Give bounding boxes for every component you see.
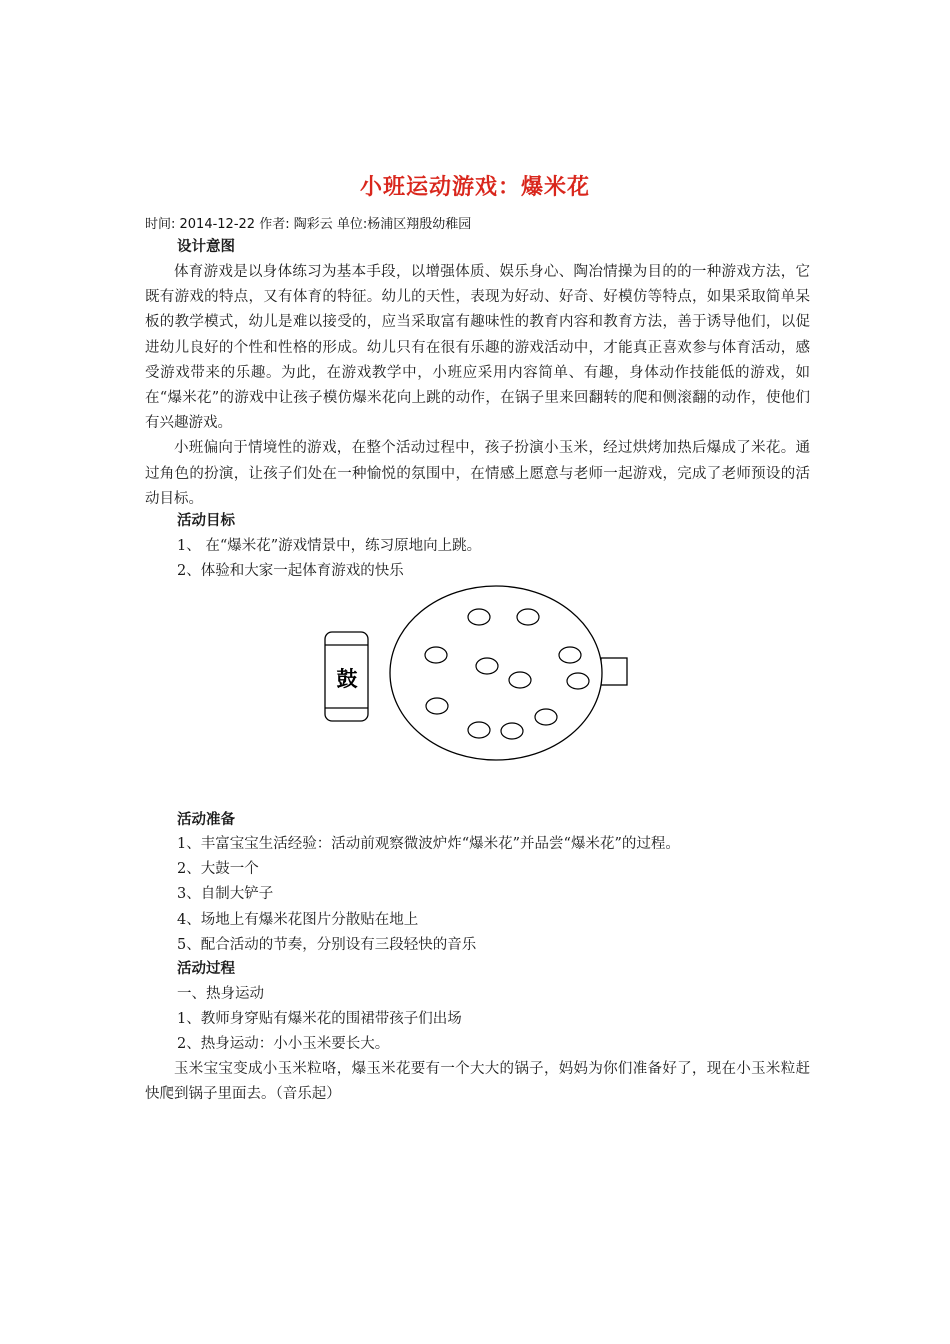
process-item-1: 一、热身运动 — [177, 986, 264, 1002]
corn-kernel — [468, 722, 490, 738]
prep-item-2: 2、大鼓一个 — [177, 861, 259, 878]
design-paragraph-1: 体育游戏是以身体练习为基本手段，以增强体质、娱乐身心、陶冶情操为目的的一种游戏方法，它既有游戏的特点，又有体育的特征。幼儿的天性，表现为好动、好奇、好模仿等特点，如果采取简单呆板的教学模式，幼儿是难以接受的，应当采取富有趣味性的教育内容和教育方法，善于诱导他们，以促进幼儿良好的个性和性格的形成。幼儿只有在很有乐趣的游戏活动中，才能真正喜欢参与体育活动，感受游戏带来的乐趣。为此，在游戏教学中，小班应采用内容简单、有趣，身体动作技能低的游戏，如在“爆米花”的游戏中让孩子模仿爆米花向上跳的动作，在锅子里来回翻转的爬和侧滚翻的动作，使他们有兴趣游戏。 — [145, 264, 810, 432]
process-list — [177, 982, 817, 1058]
corn-kernel — [425, 647, 447, 663]
corn-kernel — [535, 709, 557, 725]
prep-item-3: 3、自制大铲子 — [177, 886, 274, 903]
corn-kernel — [476, 658, 498, 674]
goal-item-1: 1、 在“爆米花”游戏情景中，练习原地向上跳。 — [177, 538, 482, 554]
goal-item-2: 2、体验和大家一起体育游戏的快乐 — [177, 563, 404, 580]
goals-heading: 活动目标 — [177, 513, 235, 529]
process-heading: 活动过程 — [177, 961, 235, 977]
corn-kernel — [517, 609, 539, 625]
wok-handle — [601, 658, 627, 685]
drum — [325, 632, 368, 721]
prep-item-5: 5、配合活动的节奏，分别设有三段轻快的音乐 — [177, 936, 477, 953]
wok-pan — [390, 586, 602, 760]
process-section — [145, 1057, 810, 1107]
corn-kernel — [501, 723, 523, 739]
design-heading: 设计意图 — [177, 239, 235, 255]
process-paragraph-1: 玉米宝宝变成小玉米粒咯，爆玉米花要有一个大大的锅子，妈妈为你们准备好了，现在小玉米粒赶快爬到锅子里面去。（音乐起） — [145, 1061, 810, 1103]
design-paragraph-2: 小班偏向于情境性的游戏，在整个活动过程中，孩子扮演小玉米，经过烘烤加热后爆成了米花。通过角色的扮演，让孩子们处在一种愉悦的氛围中，在情感上愿意与老师一起游戏，完成了老师预设的活动目标。 — [145, 440, 810, 507]
goals-list — [177, 534, 817, 584]
prep-heading: 活动准备 — [177, 812, 235, 828]
wok — [390, 586, 627, 760]
prep-list — [177, 832, 817, 958]
document-title: 小班运动游戏：爆米花 — [359, 175, 590, 200]
corn-kernel — [426, 698, 448, 714]
drum-label: 鼓 — [336, 667, 358, 691]
process-item-3: 2、热身运动：小小玉米要长大。 — [177, 1036, 390, 1053]
corn-kernel — [468, 609, 490, 625]
activity-layout-diagram — [320, 580, 640, 780]
process-item-2: 1、教师身穿贴有爆米花的围裙带孩子们出场 — [177, 1011, 462, 1028]
corn-kernel — [509, 672, 531, 688]
prep-item-1: 1、丰富宝宝生活经验：活动前观察微波炉炸“爆米花”并品尝“爆米花”的过程。 — [177, 836, 680, 852]
design-section — [145, 260, 810, 512]
prep-item-4: 4、场地上有爆米花图片分散贴在地上 — [177, 911, 419, 928]
corn-kernel — [567, 673, 589, 689]
document-meta: 时间: 2014-12-22 作者: 陶彩云 单位:杨浦区翔殷幼稚园 — [145, 217, 472, 232]
corn-kernel — [559, 647, 581, 663]
